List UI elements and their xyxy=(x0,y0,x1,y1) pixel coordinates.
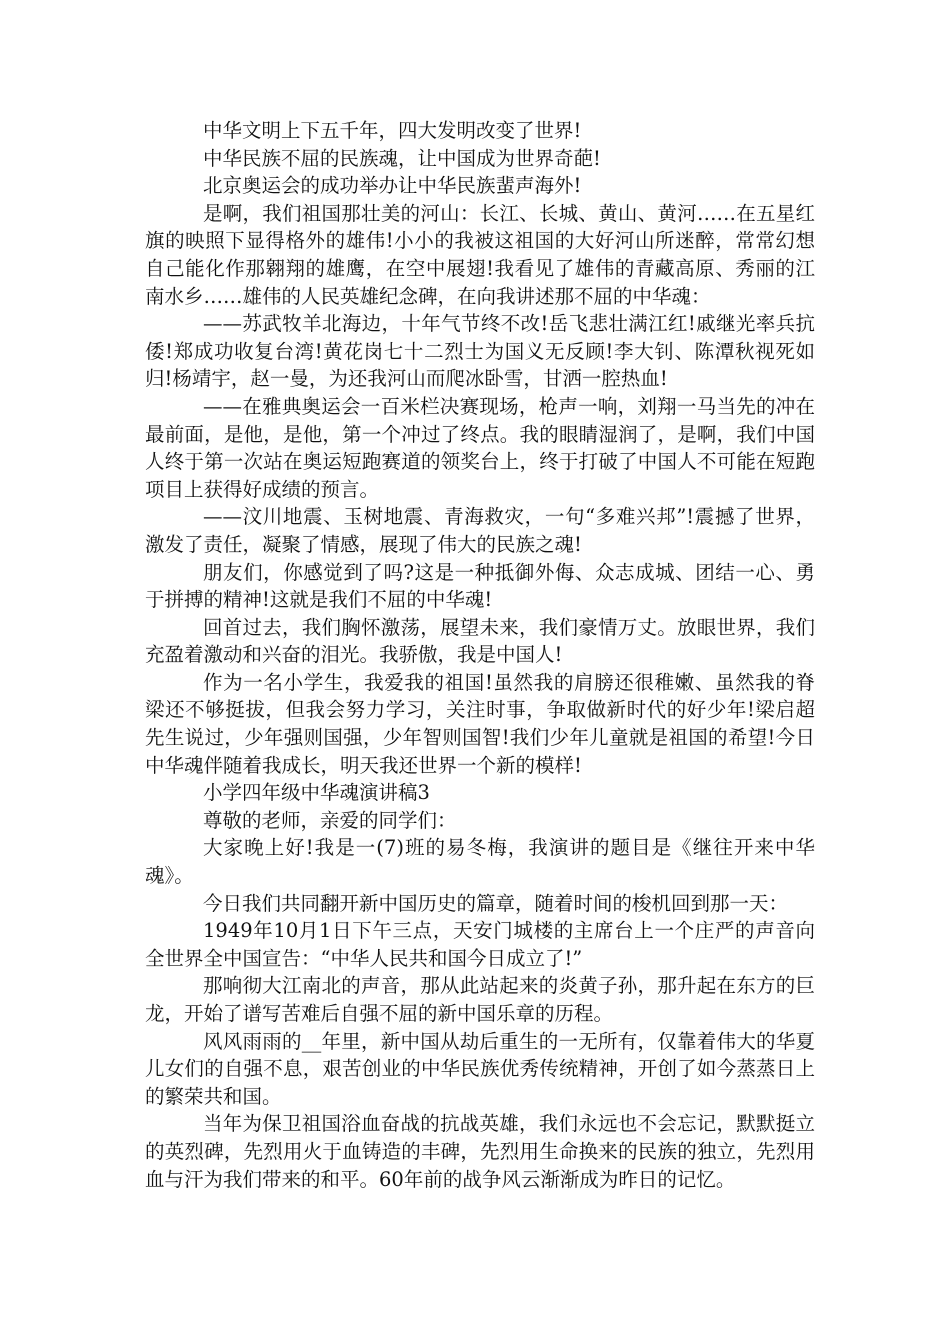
document-body xyxy=(145,117,815,1193)
paragraph: ——汶川地震、玉树地震、青海救灾，一句“多难兴邦”!震撼了世界，激发了责任，凝聚了情感，展现了伟大的民族之魂! xyxy=(145,505,815,556)
paragraph: ——在雅典奥运会一百米栏决赛现场，枪声一响，刘翔一马当先的冲在最前面，是他，是他，第一个冲过了终点。我的眼睛湿润了，是啊，我们中国人终于第一次站在奥运短跑赛道的领奖台上，终于打破了中国人不可能在短跑项目上获得好成绩的预言。 xyxy=(145,394,815,501)
paragraph: 那响彻大江南北的声音，那从此站起来的炎黄子孙，那升起在东方的巨龙，开始了谱写苦难后自强不屈的新中国乐章的历程。 xyxy=(145,974,815,1025)
paragraph: 中华文明上下五千年，四大发明改变了世界! xyxy=(203,119,582,142)
paragraph: 是啊，我们祖国那壮美的河山：长江、长城、黄山、黄河……在五星红旗的映照下显得格外的雄伟!小小的我被这祖国的大好河山所迷醉，常常幻想自己能化作那翱翔的雄鹰，在空中展翅!我看见了雄伟的青藏高原、秀丽的江南水乡……雄伟的人民英雄纪念碑，在向我讲述那不屈的中华魂： xyxy=(145,201,815,308)
paragraph: 北京奥运会的成功举办让中华民族蜚声海外! xyxy=(203,174,582,198)
paragraph: 回首过去，我们胸怀激荡，展望未来，我们豪情万丈。放眼世界，我们充盈着激动和兴奋的泪光。我骄傲，我是中国人! xyxy=(145,615,815,667)
section-title: 小学四年级中华魂演讲稿3 xyxy=(203,781,430,805)
salutation: 尊敬的老师，亲爱的同学们： xyxy=(203,808,457,832)
paragraph: 大家晚上好!我是一(7)班的易冬梅，我演讲的题目是《继往开来中华魂》。 xyxy=(145,836,815,888)
paragraph: 今日我们共同翻开新中国历史的篇章，随着时间的梭机回到那一天： xyxy=(203,891,789,915)
paragraph: 朋友们，你感觉到了吗?这是一种抵御外侮、众志成城、团结一心、勇于拼搏的精神!这就是我们不屈的中华魂! xyxy=(145,560,815,612)
paragraph: ——苏武牧羊北海边，十年气节终不改!岳飞悲壮满江红!戚继光率兵抗倭!郑成功收复台湾!黄花岗七十二烈士为国义无反顾!李大钊、陈潭秋视死如归!杨靖宇，赵一曼，为还我河山而爬冰卧雪，甘洒一腔热血! xyxy=(145,312,815,391)
paragraph: 当年为保卫祖国浴血奋战的抗战英雄，我们永远也不会忘记，默默挺立的英烈碑，先烈用火于血铸造的丰碑，先烈用生命换来的民族的独立，先烈用血与汗为我们带来的和平。60年前的战争风云渐渐成为昨日的记忆。 xyxy=(145,1112,815,1191)
paragraph: 中华民族不屈的民族魂，让中国成为世界奇葩! xyxy=(203,146,601,170)
paragraph: 风风雨雨的__年里，新中国从劫后重生的一无所有，仅靠着伟大的华夏儿女们的自强不息，艰苦创业的中华民族优秀传统精神，开创了如今蒸蒸日上的繁荣共和国。 xyxy=(145,1029,815,1108)
paragraph: 1949年10月1日下午三点，天安门城楼的主席台上一个庄严的声音向全世界全中国宣告：“中华人民共和国今日成立了!” xyxy=(145,919,815,970)
paragraph: 作为一名小学生，我爱我的祖国!虽然我的肩膀还很稚嫩、虽然我的脊梁还不够挺拔，但我会努力学习，关注时事，争取做新时代的好少年!梁启超先生说过，少年强则国强，少年智则国智!我们少年儿童就是祖国的希望!今日中华魂伴随着我成长，明天我还世界一个新的模样! xyxy=(145,670,815,777)
